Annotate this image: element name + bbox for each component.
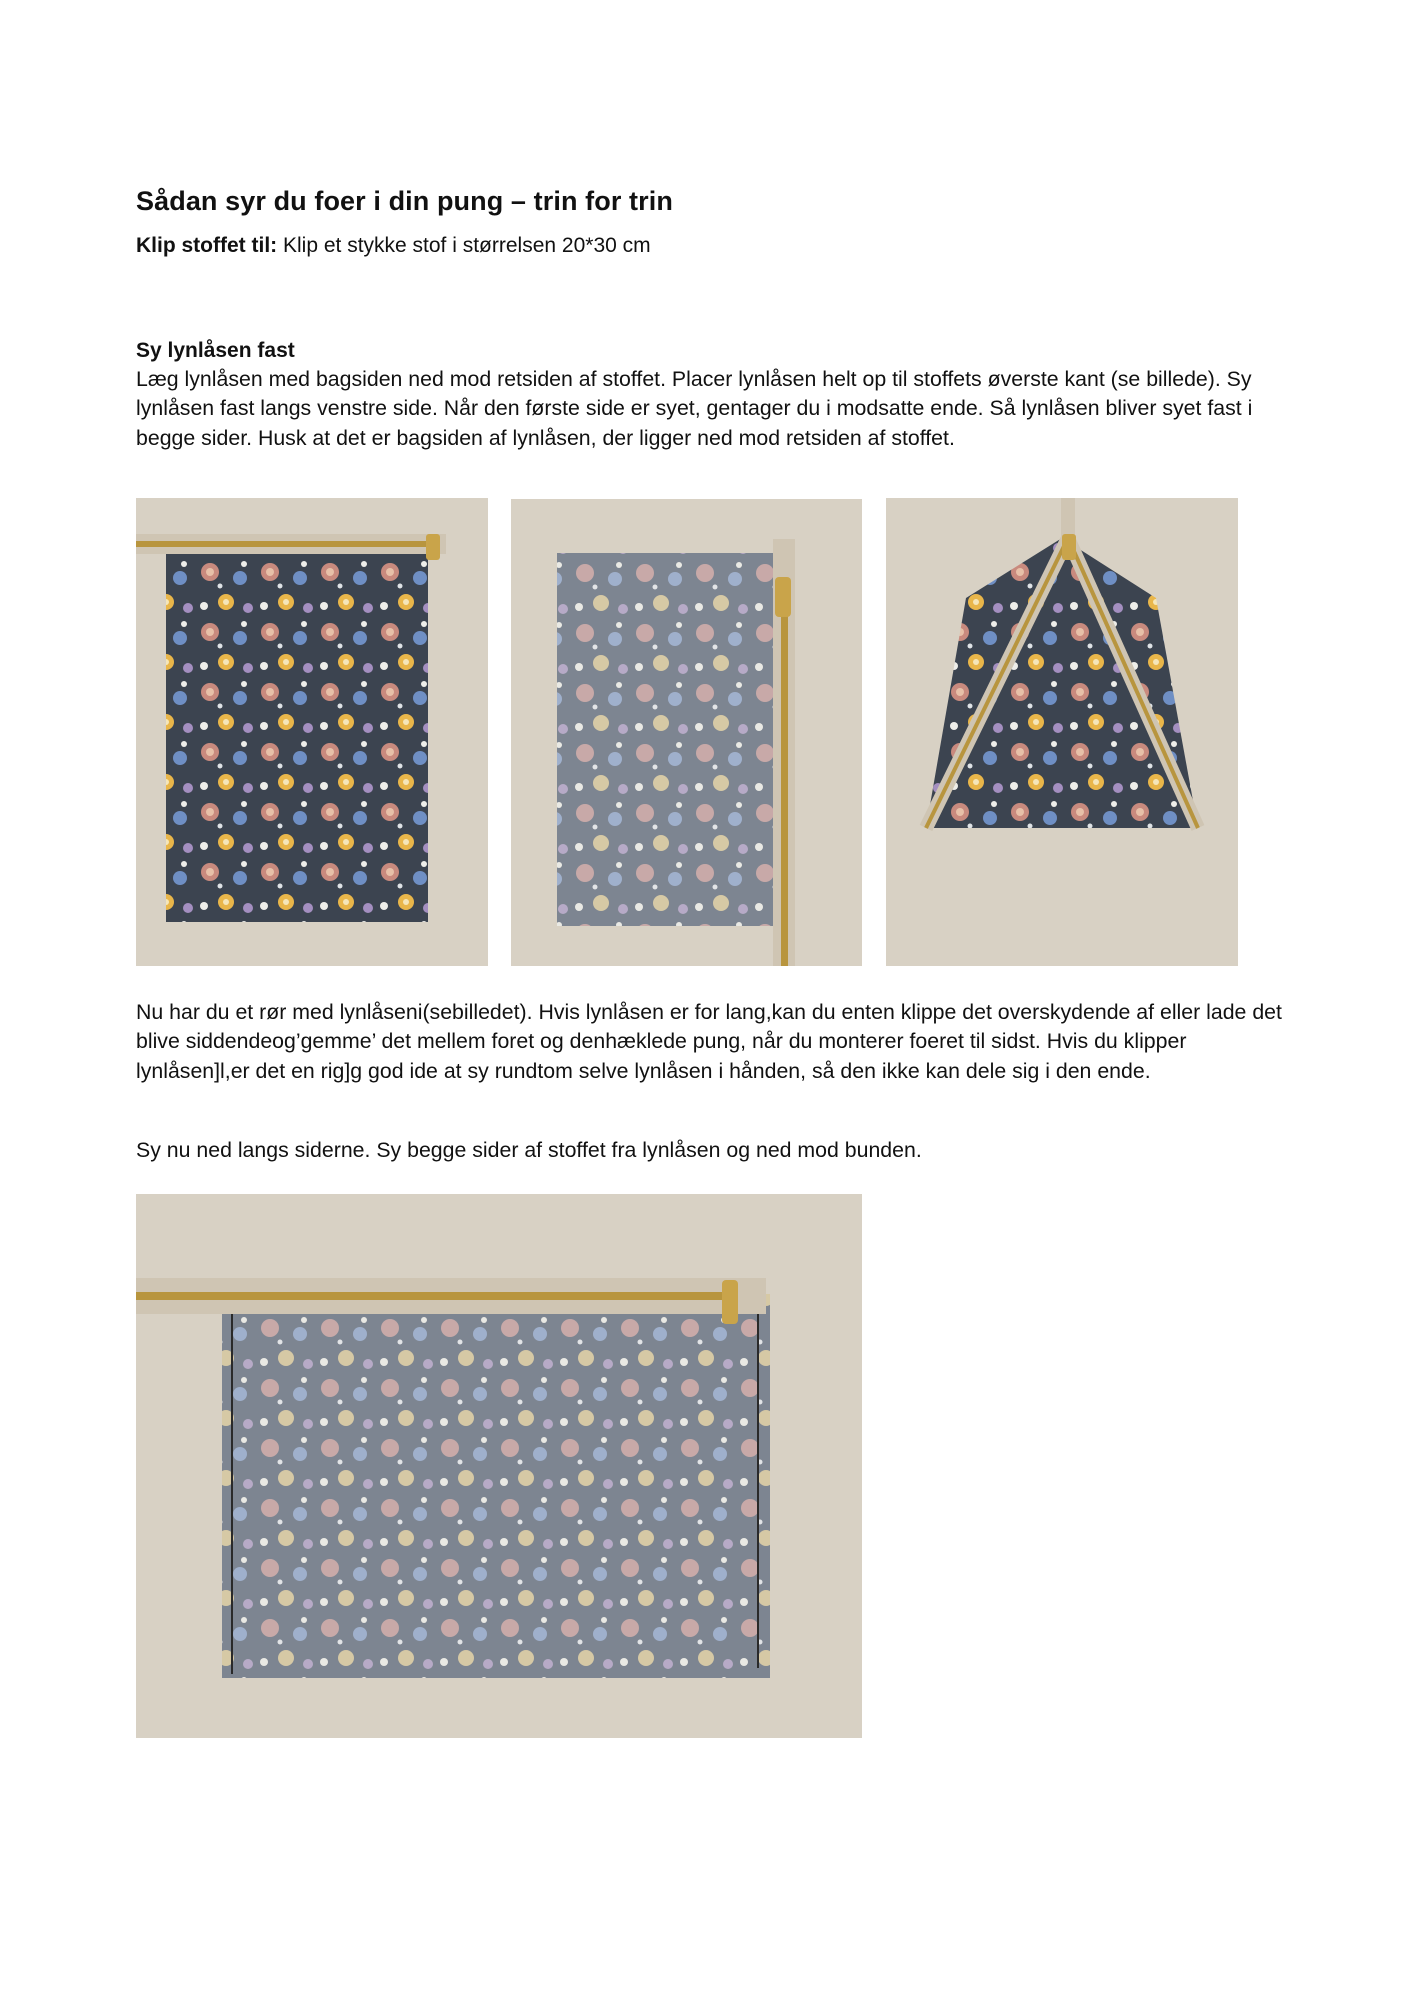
photo-sewn-sides — [136, 1194, 862, 1738]
photo-zipper-side — [511, 499, 862, 966]
zipper-paragraph: Læg lynlåsen med bagsiden ned mod retsiden af stoffet. Placer lynlåsen helt op til stoffets øverste kant (se billede). Sy lynlåsen fast langs venstre side. Når den første side er syet, gentager du i modsatte ende. Så lynlåsen bliver syet fast i begge sider. Husk at det er bagsiden af lynlåsen, der ligger ned mod retsiden af stoffet. — [136, 367, 1253, 450]
page-title: Sådan syr du foer i din pung – trin for trin — [136, 186, 673, 216]
sides-paragraph: Sy nu ned langs siderne. Sy begge sider af stoffet fra lynlåsen og ned mod bunden. — [136, 1138, 922, 1162]
cut-text: Klip et stykke stof i størrelsen 20*30 cm — [277, 234, 651, 257]
zipper-heading: Sy lynlåsen fast — [136, 339, 295, 362]
photo-zipper-top-edge — [136, 498, 488, 966]
cut-instruction — [136, 231, 651, 260]
photo-zipper-tube — [886, 498, 1238, 966]
tube-paragraph: Nu har du et rør med lynlåseni(sebilledet). Hvis lynlåsen er for lang,kan du enten klippe det overskydende af eller lade det blive siddendeog’gemme’ det mellem foret og denhæklede pung, når du monterer foeret til sidst. Hvis du klipper lynlåsen]l,er det en rig]g god ide at sy rundtom selve lynlåsen i hånden, så den ikke kan dele sig i den ende. — [136, 1000, 1282, 1083]
cut-label: Klip stoffet til: — [136, 234, 278, 257]
